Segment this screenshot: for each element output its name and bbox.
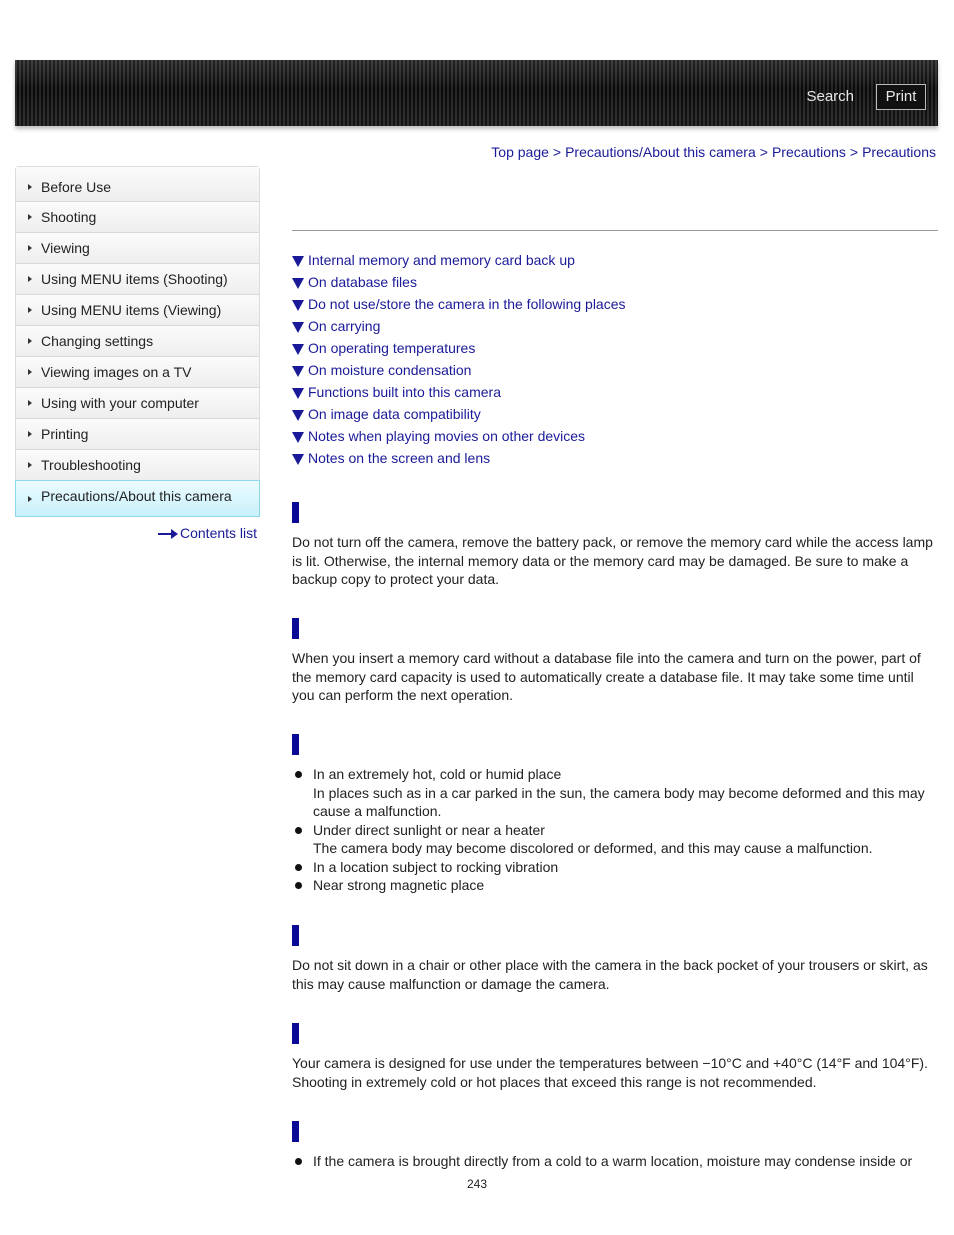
toc-list xyxy=(292,252,626,472)
toc-link-backup[interactable]: Internal memory and memory card back up xyxy=(292,252,626,274)
toc-link-temperatures[interactable]: On operating temperatures xyxy=(292,340,626,362)
bullet-dot-icon xyxy=(295,771,302,778)
list-item: Near strong magnetic place xyxy=(292,876,938,895)
triangle-down-icon xyxy=(292,322,304,333)
triangle-right-icon xyxy=(28,307,32,313)
bullet-dot-icon xyxy=(295,864,302,871)
title-divider xyxy=(292,230,938,231)
breadcrumb-precautions-about[interactable]: Precautions/About this camera xyxy=(565,144,756,160)
arrow-right-icon xyxy=(158,529,178,539)
triangle-down-icon xyxy=(292,366,304,377)
sidebar-item-shooting[interactable]: Shooting xyxy=(16,202,259,233)
bullet-list xyxy=(292,1152,938,1171)
section-text: When you insert a memory card without a database file into the camera and turn on the power, part of the memory card capacity is used to automatically create a database file. It may take some time until you can perform the next operation. xyxy=(292,650,921,703)
section-text: Your camera is designed for use under the temperatures between −10°C and +40°C (14°F and 104°F). Shooting in extremely cold or hot places that exceed this range is not recommended. xyxy=(292,1055,928,1090)
section-database xyxy=(292,618,938,705)
print-button[interactable]: Print xyxy=(876,84,926,110)
section-heading-marker xyxy=(292,1023,299,1044)
triangle-right-icon xyxy=(28,214,32,220)
sidebar-item-troubleshooting[interactable]: Troubleshooting xyxy=(16,450,259,481)
triangle-right-icon xyxy=(28,245,32,251)
section-heading-marker xyxy=(292,1121,299,1142)
triangle-down-icon xyxy=(292,454,304,465)
sidebar-item-printing[interactable]: Printing xyxy=(16,419,259,450)
sidebar-item-viewing[interactable]: Viewing xyxy=(16,233,259,264)
triangle-down-icon xyxy=(292,278,304,289)
toc-link-condensation[interactable]: On moisture condensation xyxy=(292,362,626,384)
sidebar-item-before-use[interactable]: Before Use xyxy=(16,167,259,202)
toc-link-compatibility[interactable]: On image data compatibility xyxy=(292,406,626,428)
breadcrumb-top-page[interactable]: Top page xyxy=(491,144,549,160)
list-item: Under direct sunlight or near a heater The camera body may become discolored or deformed, and this may cause a malfunction. xyxy=(292,821,938,858)
sidebar-item-menu-shooting[interactable]: Using MENU items (Shooting) xyxy=(16,264,259,295)
breadcrumb-precautions[interactable]: Precautions xyxy=(771,144,846,160)
triangle-right-icon xyxy=(28,496,32,502)
sidebar-item-menu-viewing[interactable]: Using MENU items (Viewing) xyxy=(16,295,259,326)
section-carrying xyxy=(292,925,938,993)
toc-link-places[interactable]: Do not use/store the camera in the following places xyxy=(292,296,626,318)
sidebar-item-precautions[interactable]: Precautions/About this camera xyxy=(15,480,260,517)
section-backup xyxy=(292,502,938,589)
triangle-down-icon xyxy=(292,256,304,267)
triangle-down-icon xyxy=(292,410,304,421)
bullet-dot-icon xyxy=(295,1158,302,1165)
section-text: Do not sit down in a chair or other place with the camera in the back pocket of your trousers or skirt, as this may cause malfunction or damage the camera. xyxy=(292,957,928,992)
toc-link-carrying[interactable]: On carrying xyxy=(292,318,626,340)
breadcrumb: Top page > Precautions/About this camera > Precautions > Precautions xyxy=(491,144,936,160)
triangle-right-icon xyxy=(28,462,32,468)
bullet-dot-icon xyxy=(295,882,302,889)
triangle-down-icon xyxy=(292,344,304,355)
section-places xyxy=(292,734,938,895)
bullet-dot-icon xyxy=(295,827,302,834)
triangle-right-icon xyxy=(28,338,32,344)
section-text: Do not turn off the camera, remove the battery pack, or remove the memory card while the access lamp is lit. Otherwise, the internal memory data or the memory card may be damaged. Be sure to make a backup copy to protect your data. xyxy=(292,534,933,587)
toc-link-database[interactable]: On database files xyxy=(292,274,626,296)
triangle-down-icon xyxy=(292,432,304,443)
toc-link-functions[interactable]: Functions built into this camera xyxy=(292,384,626,406)
list-item: In an extremely hot, cold or humid place In places such as in a car parked in the sun, the camera body may become deformed and this may cause a malfunction. xyxy=(292,765,938,821)
sidebar-item-changing-settings[interactable]: Changing settings xyxy=(16,326,259,357)
contents-list-link[interactable]: Contents list xyxy=(158,525,257,541)
list-item: In a location subject to rocking vibration xyxy=(292,858,938,877)
triangle-down-icon xyxy=(292,300,304,311)
section-heading-marker xyxy=(292,734,299,755)
section-heading-marker xyxy=(292,502,299,523)
section-heading-marker xyxy=(292,618,299,639)
search-button[interactable]: Search xyxy=(806,88,854,105)
list-item: If the camera is brought directly from a cold to a warm location, moisture may condense inside or xyxy=(292,1152,938,1171)
bullet-list xyxy=(292,765,938,895)
triangle-down-icon xyxy=(292,388,304,399)
header-bar xyxy=(15,60,938,126)
toc-link-screen-lens[interactable]: Notes on the screen and lens xyxy=(292,450,626,472)
triangle-right-icon xyxy=(28,431,32,437)
sidebar-item-computer[interactable]: Using with your computer xyxy=(16,388,259,419)
toc-link-movies[interactable]: Notes when playing movies on other devices xyxy=(292,428,626,450)
section-heading-marker xyxy=(292,925,299,946)
page-number: 243 xyxy=(466,1177,488,1191)
triangle-right-icon xyxy=(28,184,32,190)
sidebar-nav xyxy=(15,166,260,517)
breadcrumb-current[interactable]: Precautions xyxy=(862,144,936,160)
triangle-right-icon xyxy=(28,276,32,282)
triangle-right-icon xyxy=(28,369,32,375)
section-condensation xyxy=(292,1121,938,1171)
section-temperatures xyxy=(292,1023,938,1091)
triangle-right-icon xyxy=(28,400,32,406)
sidebar-item-viewing-tv[interactable]: Viewing images on a TV xyxy=(16,357,259,388)
